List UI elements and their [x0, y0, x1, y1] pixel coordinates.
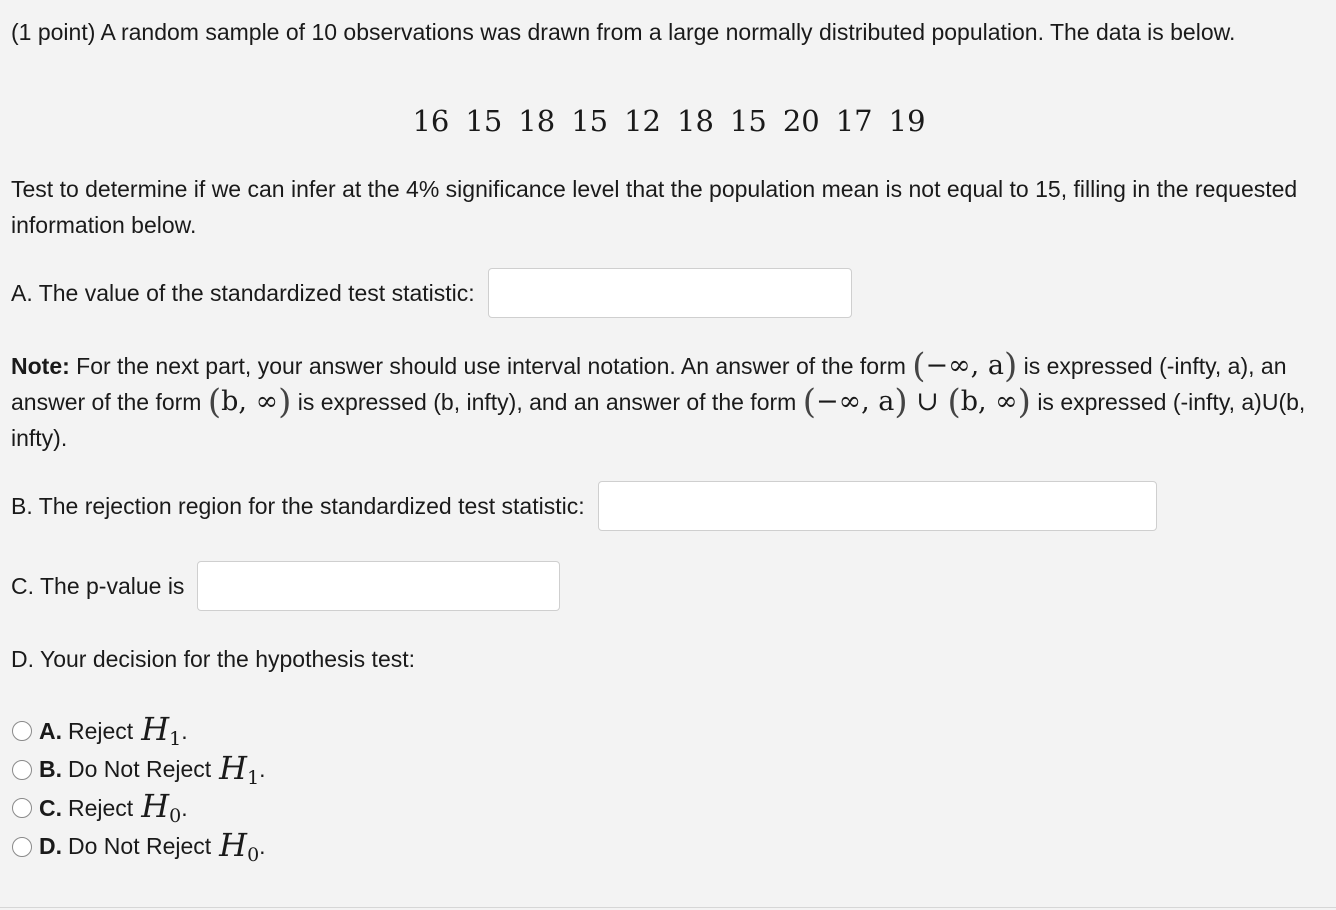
data-value: 15	[465, 104, 503, 138]
data-value: 15	[729, 104, 767, 138]
part-a-label: A. The value of the standardized test statistic:	[11, 279, 475, 306]
data-values	[11, 104, 1327, 138]
part-b	[11, 481, 1157, 531]
data-value: 15	[571, 104, 609, 138]
data-value: 16	[412, 104, 450, 138]
part-d	[11, 640, 415, 678]
note-text-1: For the next part, your answer should use interval notation. An answer of the form	[76, 353, 906, 379]
data-value: 18	[518, 104, 556, 138]
radio-button[interactable]	[12, 721, 32, 741]
math-interval-union: (−∞, a) ∪ (b, ∞)	[802, 382, 1031, 422]
data-value: 12	[624, 104, 661, 138]
radio-button[interactable]	[12, 837, 32, 857]
data-value: 20	[782, 104, 820, 138]
decision-options	[11, 712, 266, 866]
p-value-input[interactable]	[197, 561, 560, 611]
note-label: Note:	[11, 353, 70, 379]
radio-button[interactable]	[12, 760, 32, 780]
problem-intro: (1 point) A random sample of 10 observations was drawn from a large normally distributed population. The data is below.	[11, 19, 1236, 45]
radio-button[interactable]	[12, 798, 32, 818]
option-c[interactable]: C. Reject $H_0$ .	[11, 789, 266, 828]
note-text-4: is expressed (-infty, a)U(b, infty).	[11, 389, 1306, 451]
data-value: 19	[888, 104, 926, 138]
part-c	[11, 561, 560, 611]
math-interval-right: (b, ∞)	[207, 382, 292, 422]
interval-notation-note	[11, 348, 1327, 456]
rejection-region-input[interactable]	[598, 481, 1157, 531]
note-text-3: is expressed (b, infty), and an answer of the form	[297, 389, 797, 415]
part-a	[11, 268, 852, 318]
data-value: 18	[677, 104, 714, 138]
part-b-label: B. The rejection region for the standardized test statistic:	[11, 492, 585, 519]
note-text-2: is expressed (-infty, a), an answer of the form	[11, 353, 1287, 415]
task-text: Test to determine if we can infer at the 4% significance level that the population mean is not equal to 15, filling in the requested information below.	[11, 176, 1298, 238]
part-d-label: D. Your decision for the hypothesis test:	[11, 645, 416, 672]
bottom-divider	[0, 907, 1336, 908]
test-statistic-input[interactable]	[488, 268, 852, 318]
part-c-label: C. The p-value is	[11, 572, 185, 599]
option-d[interactable]: D. Do Not Reject $H_0$ .	[11, 828, 266, 867]
math-interval-left: (−∞, a)	[912, 346, 1018, 386]
data-value: 17	[835, 104, 873, 138]
option-b[interactable]: B. Do Not Reject $H_1$ .	[11, 751, 266, 790]
option-a[interactable]: A. Reject $H_1$ .	[11, 712, 266, 751]
